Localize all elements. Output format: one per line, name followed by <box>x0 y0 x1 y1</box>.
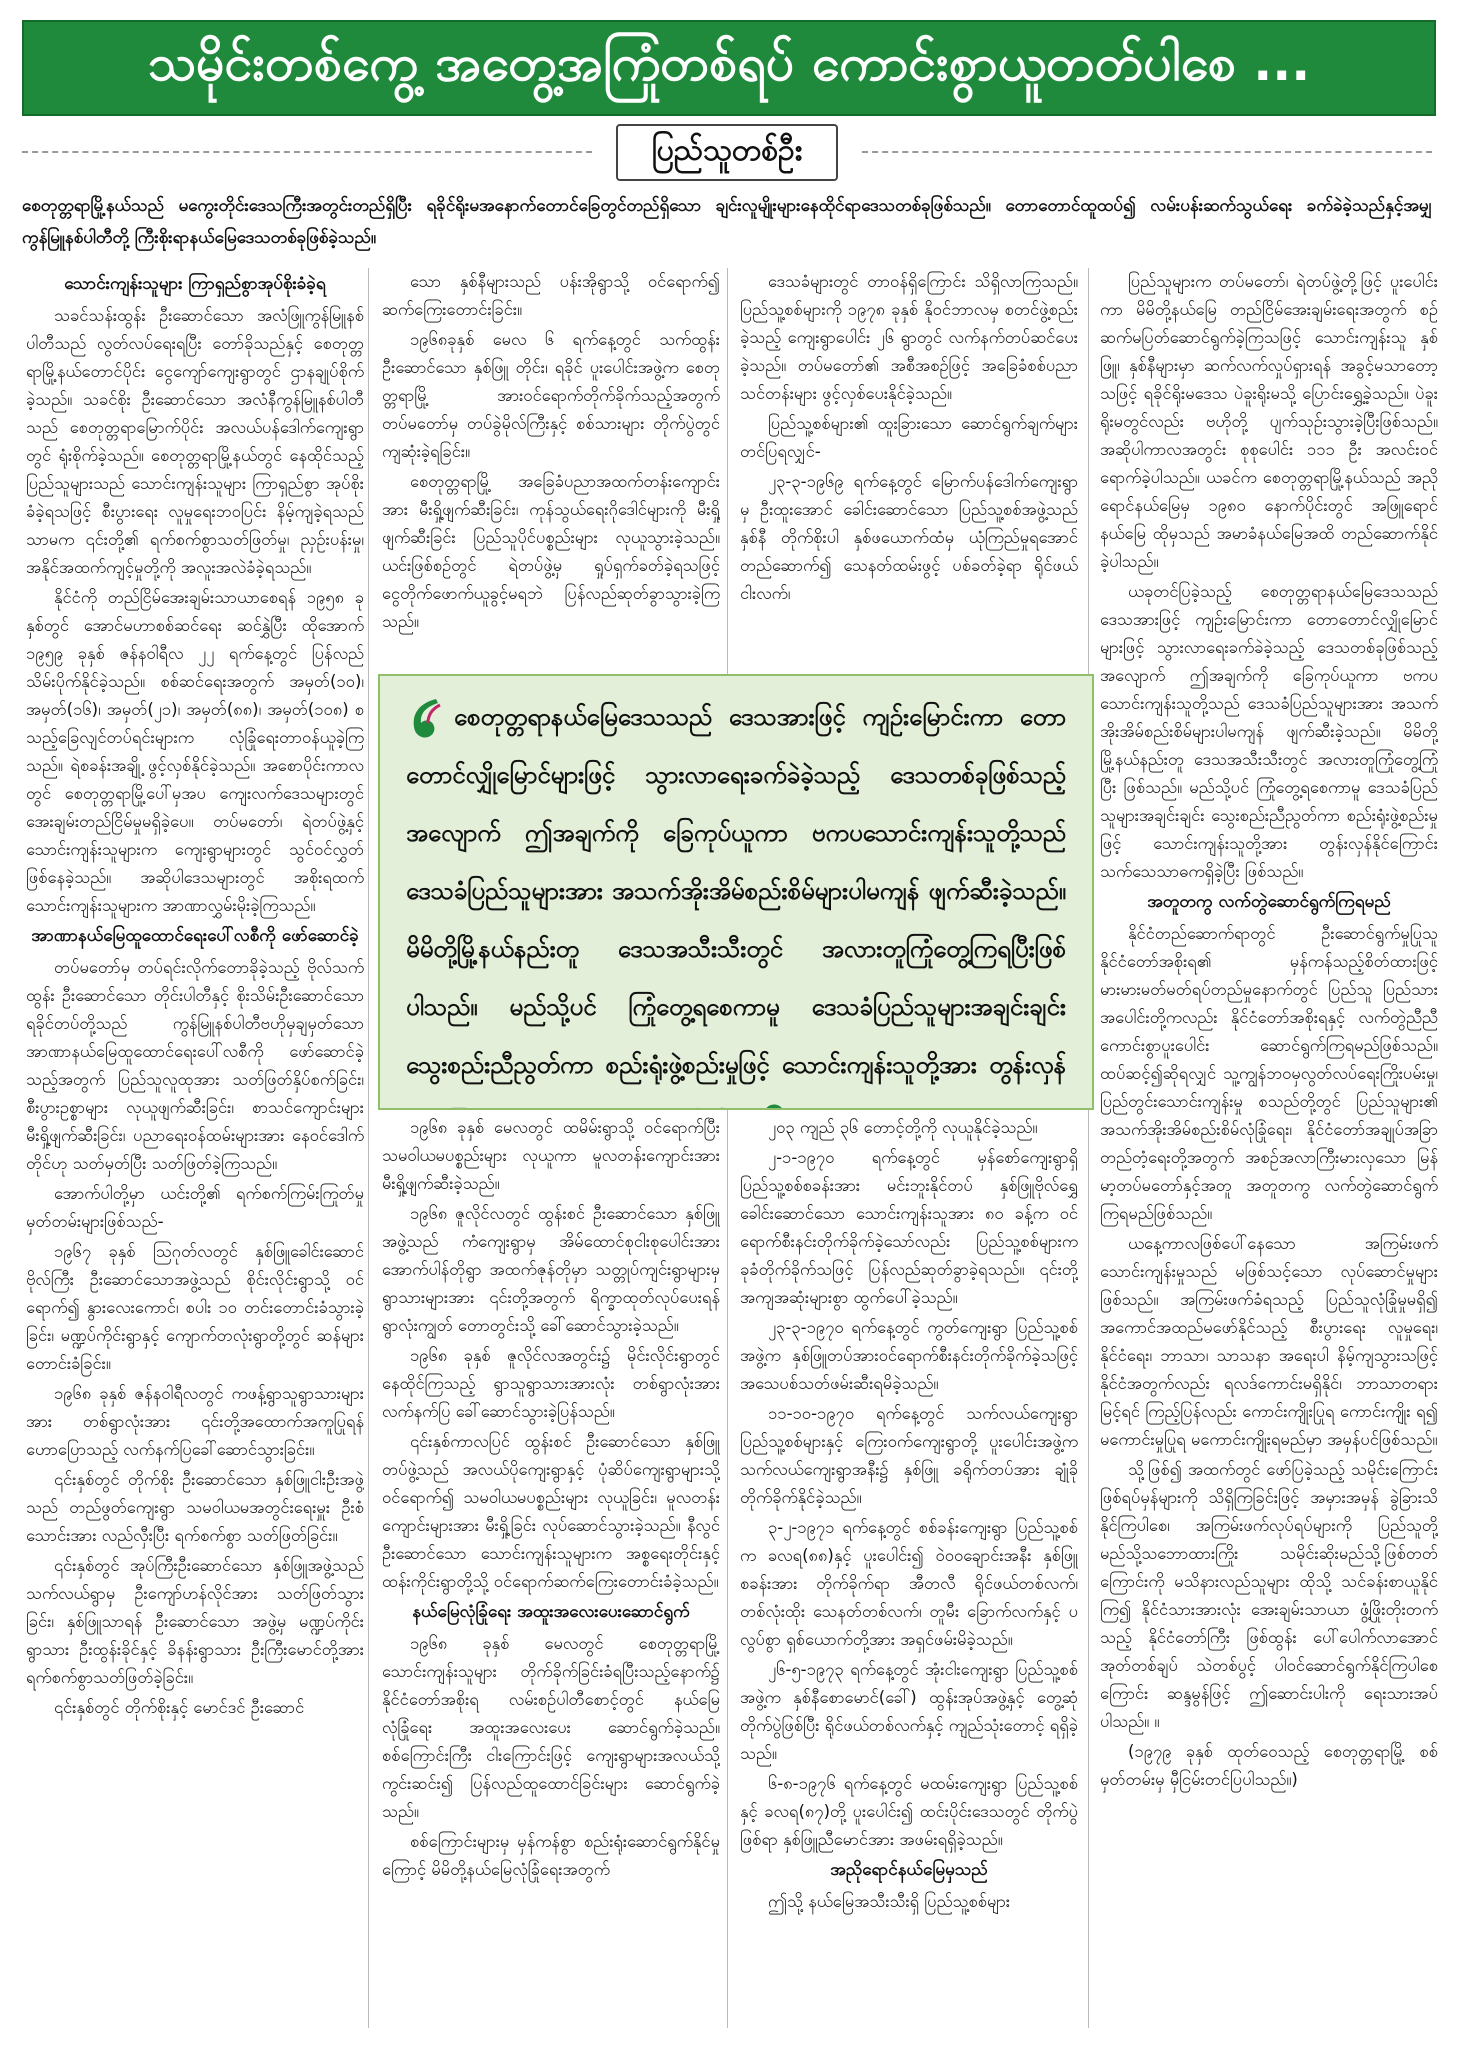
column-4 <box>1100 268 1438 2028</box>
column-divider <box>1088 268 1089 2028</box>
body-paragraph: ၁၉၆၈ ခုနှစ် မေလတွင် ထမိမ်းရွာသို့ ဝင်ရောက်ပြီး သမဝါယမပစ္စည်းများ လုယူကာ မူလတန်းကျောင်းအား မီးရှို့ဖျက်ဆီးခဲ့သည်။ <box>382 1118 720 1193</box>
body-paragraph: ဒေသခံများတွင် တာဝန်ရှိကြောင်း သိရှိလာကြသည်။ ပြည်သူ့စစ်များကို ၁၉၇၈ ခုနှစ် နိုဝင်ဘာလမှ စတင်ဖွဲ့စည်းခဲ့သည့် ကျေးရွာပေါင်း ၂၆ ရွာတွင် လက်နက်တပ်ဆင်ပေးခဲ့သည်။ တပ်မတော်၏ အစီအစဉ်ဖြင့် အခြေခံစစ်ပညာသင်တန်းများ ဖွင့်လှစ်ပေးနိုင်ခဲ့သည်။ <box>740 272 1078 403</box>
article-title: သမိုင်းတစ်ကွေ့ အတွေ့အကြုံတစ်ရပ် ကောင်းစွာယူတတ်ပါစေ ... <box>147 33 1311 92</box>
body-paragraph: ၁၉၆၇ ခုနှစ် ဩဂုတ်လတွင် နှစ်ဖြူခေါင်းဆောင်ဗိုလ်ကြီး ဦးဆောင်သောအဖွဲ့သည် စိုင်းလိုင်းရွာသို့ ဝင်ရောက်၍ နွားလေးကောင်၊ စပါး ၁၀ တင်းတောင်းခံသွားခဲ့ခြင်း၊ မဏ္ဍပ်ကိုင်းရွာနှင့် ကျောက်တလုံးရွာတို့တွင် ဆန်များတောင်းခံခြင်း။ <box>26 1242 364 1373</box>
column-1 <box>26 268 364 2028</box>
title-banner <box>22 20 1436 116</box>
body-paragraph: ၎င်းနှစ်တွင် အုပ်ကြီးဦးဆောင်သော နှစ်ဖြူအဖွဲ့သည် သက်လယ်ရွာမှ ဦးကျော်ဟန်လိုင်အား သတ်ဖြတ်သွားခြင်း၊ နှစ်ဖြူသာရန် ဦးဆောင်သော အဖွဲ့မှ မဏ္ဍပ်ကိုင်းရွာသား ဦးထွန်းခိုင်နှင့် ခိနန်းရွာသား ဦးကြီးမောင်တို့အား ရက်စက်စွာသတ်ဖြတ်ခဲ့ခြင်း။ <box>26 1556 364 1687</box>
body-paragraph: (၁၉၇၉ ခုနှစ် ထုတ်ဝေသည့် စေတုတ္တရာမြို့ စစ်မှတ်တမ်းမှ မှီငြမ်းတင်ပြပါသည်။) <box>1100 1742 1438 1789</box>
body-paragraph: ဤသို့ နယ်မြေအသီးသီးရှိ ပြည်သူ့စစ်များ <box>768 1892 1011 1911</box>
body-paragraph: နိုင်ငံကို တည်ငြိမ်အေးချမ်းသာယာစေရန် ၁၉၅၈ ခုနှစ်တွင် အောင်မဟာစစ်ဆင်ရေး ဆင်နွှဲပြီး ထိုအောက် ၁၉၅၉ ခုနှစ် ဇန်နဝါရီလ ၂၂ ရက်နေ့တွင် ပြန်လည်သိမ်းပိုက်နိုင်ခဲ့သည်။ စစ်ဆင်ရေးအတွက် အမှတ်(၁၀)၊ အမှတ်(၁၆)၊ အမှတ်(၂၁)၊ အမှတ်(၈၈)၊ အမှတ်(၁၀၈) စသည့်ခြေလျင်တပ်ရင်းများက လုံခြုံရေးတာဝန်ယူခဲ့ကြသည်။ ရဲစခန်းအချို့ ဖွင့်လှစ်နိုင်ခဲ့သည်။ အစောပိုင်းကာလတွင် စေတုတ္တရာမြို့ပေါ်မှအပ ကျေးလက်ဒေသများတွင် အေးချမ်းတည်ငြိမ်မှုမရှိခဲ့ပေ။ တပ်မတော်၊ ရဲတပ်ဖွဲ့နှင့် သောင်းကျန်းသူများက ကျေးရွာများတွင် သွင်ဝင်လွှတ် ဖြစ်နေခဲ့သည်။ အဆိုပါဒေသများတွင် အစိုးရထက် သောင်းကျန်းသူများက အာဏာလွှမ်းမိုးခဲ့ကြသည်။ <box>26 588 364 915</box>
body-paragraph: ၁၉၆၈ ခုနှစ် ဇန်နဝါရီလတွင် ကဖန့်ရွာသူရွာသားများအား တစ်ရွာလုံးအား ၎င်းတို့အထောက်အကူပြုရန် ဟောပြောသည့် လက်နက်ပြခေါ်ဆောင်သွားခြင်း။ <box>26 1384 364 1459</box>
body-paragraph: ၃-၂-၁၉၇၁ ရက်နေ့တွင် စစ်ခန်းကျေးရွာ ပြည်သူ့စစ်က ခလရ(၈၈)နှင့် ပူးပေါင်း၍ ဝဲဝဝချောင်းအနီး နှစ်ဖြူစခန်းအား တိုက်ခိုက်ရာ အီတလီ ရိုင်ဖယ်တစ်လက်၊ တစ်လုံးထိုး သေနတ်တစ်လက်၊ တူမီး ခြောက်လက်နှင့် ပလွပ်စွာ ရှစ်ယောက်တို့အား အရှင်ဖမ်းမိခဲ့သည်။ <box>740 1518 1078 1649</box>
column-2 <box>382 268 720 2028</box>
byline-rule-left <box>22 151 592 153</box>
body-paragraph: ၁၉၆၈ ခုနှစ် မေလတွင် စေတုတ္တရာမြို့ သောင်းကျန်းသူများ တိုက်ခိုက်ခြင်းခံရပြီးသည့်နောက်၌ နိုင်ငံတော်အစိုးရ လမ်းစဉ်ပါတီစောင့်တွင် နယ်မြေလုံခြုံရေး အထူးအလေးပေး ဆောင်ရွက်ခဲ့သည်။ စစ်ကြောင်းကြီး ငါးကြောင်းဖြင့် ကျေးရွာများအလယ်သို့ ကွင်းဆင်း၍ ပြန်လည်ထူထောင်ခြင်းများ ဆောင်ရွက်ခဲ့သည်။ <box>382 1634 720 1821</box>
body-paragraph: သို့ဖြစ်၍ အထက်တွင် ဖော်ပြခဲ့သည့် သမိုင်းကြောင်းဖြစ်ရပ်မှန်များကို သိရှိကြခြင်းဖြင့် အမှားအမှန် ခွဲခြားသိနိုင်ကြပါစေ၊ အကြမ်းဖက်လုပ်ရပ်များကို ပြည်သူတို့ မည်သို့သဘောထားကြိုး သမိုင်းဆိုးမည်သို့ဖြစ်တတ်ကြောင်းကို မသိနားလည်သူများ ထိုသို့ သင်ခန်းစာယူနိုင်ကြ၍ နိုင်ငံသားအားလုံး အေးချမ်းသာယာ ဖွံ့ဖြိုးတိုးတက်သည့် နိုင်ငံတော်ကြီး ဖြစ်ထွန်း ပေါ်ပေါက်လာအောင် အုတ်တစ်ချပ် သဲတစ်ပွင့် ပါဝင်ဆောင်ရွက်နိုင်ကြပါစေကြောင်း ဆန္ဒမွန်ဖြင့် ဤဆောင်းပါးကို ရေးသားအပ်ပါသည်။ ။ <box>1100 1460 1438 1731</box>
body-paragraph: သော နှစ်နီများသည် ပန်းအိုရွာသို့ ဝင်ရောက်၍ ဆက်ကြေးတောင်းခြင်း။ <box>382 272 720 319</box>
byline: ပြည်သူတစ်ဦး <box>616 124 839 181</box>
section-heading: အညိုရောင်နယ်မြေမှသည် <box>830 1860 988 1880</box>
body-paragraph: ပြည်သူများက တပ်မတော်၊ ရဲတပ်ဖွဲ့တို့ဖြင့် ပူးပေါင်းကာ မိမိတို့နယ်မြေ တည်ငြိမ်အေးချမ်းရေးအတွက် စဉ်ဆက်မပြတ်ဆောင်ရွက်ခဲ့ကြသဖြင့် သောင်းကျန်းသူ နှစ်ဖြူ၊ နှစ်နီများမှာ ဆက်လက်လှုပ်ရှားရန် အခွင့်မသာတော့သဖြင့် ရခိုင်ရိုးမဒေသ ပဲခူးရိုးမသို့ ပြောင်းရွှေ့ခဲ့သည်။ ပဲခူးရိုးမတွင်လည်း ဗဟိုတို့ ပျက်သုဉ်းသွားခဲ့ပြီးဖြစ်သည်။ အဆိုပါကာလအတွင်း စုစုပေါင်း ၁၁၁ ဦး အလင်းဝင်ရောက်ခဲ့ပါသည်။ ယခင်က စေတုတ္တရာမြို့နယ်သည် အညိုရောင်နယ်မြေမှ ၁၉၈၀ နောက်ပိုင်းတွင် အဖြူရောင်နယ်မြေ ထိုမှသည် အမာခံနယ်မြေအထိ တည်ဆောက်နိုင်ခဲ့ပါသည်။ <box>1100 272 1438 571</box>
open-quote-icon <box>406 695 446 741</box>
body-paragraph: ၂၀၃ ကျည် ၃၆ တောင့်တို့ကို လုယူနိုင်ခဲ့သည်။ <box>768 1118 1038 1137</box>
body-paragraph: ၁၁-၁၀-၁၉၇၀ ရက်နေ့တွင် သက်လယ်ကျေးရွာ ပြည်သူ့စစ်များနှင့် ကြေးဝက်ကျေးရွာတို့ ပူးပေါင်းအဖွဲ့က သက်လယ်ကျေးရွာအနီး၌ နှစ်ဖြူ ခရိုက်တပ်အား ချုံခိုတိုက်ခိုက်နိုင်ခဲ့သည်။ <box>740 1404 1078 1507</box>
column-divider <box>727 268 728 2028</box>
section-heading: အာဏာနယ်မြေထူထောင်ရေးပေါ်လစီကို ဖော်ဆောင်ခဲ့ <box>31 926 359 946</box>
section-heading: နယ်မြေလုံခြုံရေး အထူးအလေးပေးဆောင်ရွက် <box>412 1602 690 1622</box>
body-paragraph: ၂၃-၃-၁၉၇၀ ရက်နေ့တွင် ကွတ်ကျေးရွာ ပြည်သူ့စစ်အဖွဲ့က နှစ်ဖြူတပ်အားဝင်ရောက်စီးနင်းတိုက်ခိုက်ခဲ့သဖြင့် အသေပစ်သတ်ဖမ်းဆီးရမိခဲ့သည်။ <box>740 1318 1078 1393</box>
byline-rule-right <box>862 151 1432 153</box>
section-heading: သောင်းကျန်းသူများ ကြာရှည်စွာအုပ်စိုးခံခဲ့ရ <box>64 274 326 294</box>
column-3-bottom <box>740 1114 1078 1916</box>
body-paragraph: ၂-၁-၁၉၇၀ ရက်နေ့တွင် မှန်စော်ကျေးရွာရှိ ပြည်သူ့စစ်စခန်းအား မင်းဘူးနိုင်တပ် နှစ်ဖြူဗိုလ်ရွှေခေါင်းဆောင်သော သောင်းကျန်းသူအား ၈၀ ခန့်က ဝင်ရောက်စီးနင်းတိုက်ခိုက်ခဲ့သော်လည်း ပြည်သူ့စစ်များက ခုခံတိုက်ခိုက်သဖြင့် ပြန်လည်ဆုတ်ခွာခဲ့ရသည်။ ၎င်းတို့ အကျအဆုံးများစွာ ထွက်ပေါ်ခဲ့သည်။ <box>740 1148 1078 1307</box>
column-divider <box>368 268 369 2028</box>
intro-paragraph: စေတုတ္တရာမြို့နယ်သည် မကွေးတိုင်းဒေသကြီးအတွင်းတည်ရှိပြီး ရခိုင်ရိုးမအနောက်တောင်ခြေတွင်တည်ရှိသော ချင်းလူမျိုးများနေထိုင်ရာဒေသတစ်ခုဖြစ်သည်။ တောတောင်ထူထပ်၍ လမ်းပန်းဆက်သွယ်ရေး ခက်ခဲခဲ့သည်နှင့်အမျှ ကွန်မြူနစ်ပါတီတို့ ကြီးစိုးရာနယ်မြေဒေသတစ်ခုဖြစ်ခဲ့သည်။ <box>22 196 1432 248</box>
body-paragraph: ၁၉၆၈ ဇူလိုင်လတွင် ထွန်းစင် ဦးဆောင်သော နှစ်ဖြူအဖွဲ့သည် ကံကျေးရွာမှ အိမ်ထောင်စုငါးစုပေါင်းအား အောက်ပါန်တိုရွာ အထက်ဇုန်တိုမှာ သတ္တုပ်ကျင်းရွာများမှ ရွာသားများအား ၎င်းတို့အတွက် ရိက္ခာထုတ်လုပ်ပေးရန် ရွာလုံးကျွတ် တောတွင်းသို့ ခေါ်ဆောင်သွားခဲ့သည်။ <box>382 1204 720 1335</box>
body-paragraph: ၂၆-၅-၁၉၇၃ ရက်နေ့တွင် အုံးငါးကျေးရွာ ပြည်သူ့စစ်အဖွဲ့က နှစ်နီစောမောင်(ခေါ်) ထွန်းအုပ်အဖွဲ့နှင့် တွေ့ဆုံတိုက်ပွဲဖြစ်ပြီး ရိုင်ဖယ်တစ်လက်နှင့် ကျည်သုံးတောင့် ရရှိခဲ့သည်။ <box>740 1660 1078 1763</box>
body-paragraph: ၁၉၆၈ ခုနှစ် ဇူလိုင်လအတွင်း၌ မိုင်းလိုင်းရွာတွင် နေထိုင်ကြသည့် ရွာသူရွာသားအားလုံး တစ်ရွာလုံးအား လက်နက်ပြ ခေါ်ဆောင်သွားခဲ့ပြန်သည်။ <box>382 1346 720 1421</box>
body-paragraph: ၎င်းနှစ်တွင် တိုက်စိုး ဦးဆောင်သော နှစ်ဖြူငါးဦးအဖွဲ့သည် တည်ဖွတ်ကျေးရွာ သမဝါယမအတွင်းရေးမှူး ဦးစံသောင်းအား လည်လှီးပြီး ရက်စက်စွာ သတ်ဖြတ်ခြင်း။ <box>26 1470 364 1545</box>
body-paragraph: တပ်မတော်မှ တပ်ရင်းလိုက်တောခိုခဲ့သည့် ဗိုလ်သက်ထွန်း ဦးဆောင်သော တိုင်းပါတီနှင့် စိုးသိမ်းဦးဆောင်သော ရခိုင်တပ်တို့သည် ကွန်မြူနစ်ပါတီဗဟိုမှချမှတ်သော အာဏာနယ်မြေထူထောင်ရေးပေါ်လစီကို ဖော်ဆောင်ခဲ့သည့်အတွက် ပြည်သူလူထုအား သတ်ဖြတ်နှိပ်စက်ခြင်း၊ စီးပွားဥစ္စာများ လုယူဖျက်ဆီးခြင်း၊ စာသင်ကျောင်းများ မီးရှို့ဖျက်ဆီးခြင်း၊ ပညာရေးဝန်ထမ်းများအား နေဝင်ဒေါက်တိုင်ဟု သတ်မှတ်ပြီး သတ်ဖြတ်ခဲ့ကြသည်။ <box>26 958 364 1173</box>
column-2-top <box>382 268 720 668</box>
body-paragraph: စေတုတ္တရာမြို့ အခြေခံပညာအထက်တန်းကျောင်းအား မီးရှို့ဖျက်ဆီးခြင်း၊ ကုန်သွယ်ရေးဂိုဒေါင်များကို မီးရှို့ဖျက်ဆီးခြင်း ပြည်သူပိုင်ပစ္စည်းများ လုယူသွားခဲ့သည်။ ယင်းဖြစ်စဉ်တွင် ရဲတပ်ဖွဲ့မှ ရှုပ်ရှက်ခတ်ခဲ့ရသဖြင့် ငွေတိုက်ဖောက်ယူခွင့်မရဘဲ ပြန်လည်ဆုတ်ခွာသွားခဲ့ကြသည်။ <box>382 472 720 631</box>
body-paragraph: ၎င်းနှစ်တွင် တိုက်စိုးနှင့် မောင်ဒင် ဦးဆောင် <box>54 1698 305 1717</box>
body-paragraph: ၆-၈-၁၉၇၆ ရက်နေ့တွင် မထမ်းကျေးရွာ ပြည်သူ့စစ်နှင့် ခလရ(၈၇)တို့ ပူးပေါင်း၍ ထင်းပိုင်းဒေသတွင် တိုက်ပွဲဖြစ်ရာ နှစ်ဖြူညီမောင်အား အဖမ်းရရှိခဲ့သည်။ <box>740 1774 1078 1849</box>
body-paragraph: ပြည်သူ့စစ်များ၏ ထူးခြားသော ဆောင်ရွက်ချက်များတင်ပြရလျှင်- <box>740 414 1078 461</box>
body-paragraph: ယခုတင်ပြခဲ့သည့် စေတုတ္တရာနယ်မြေဒေသသည် ဒေသအားဖြင့် ကျဉ်းမြောင်းကာ တောတောင်လျှိုမြောင်များဖြင့် သွားလာရေးခက်ခဲခဲ့သည့် ဒေသတစ်ခုဖြစ်သည့်အလျောက် ဤအချက်ကို ခြေကုပ်ယူကာ ဗကပသောင်းကျန်းသူတို့သည် ဒေသခံပြည်သူများအား အသက်အိုးအိမ်စည်းစိမ်များပါမကျန် ဖျက်ဆီးခဲ့သည်။ မိမိတို့မြို့နယ်နည်းတူ ဒေသအသီးသီးတွင် အလားတူကြုံတွေ့ကြုံပြီး ဖြစ်သည်။ မည်သို့ပင် ကြုံတွေ့ရစေကာမူ ဒေသခံပြည်သူများအချင်းချင်း သွေးစည်းညီညွတ်ကာ စည်းရုံးဖွဲ့စည်းမှုဖြင့် သောင်းကျန်းသူတို့အား တွန်းလှန်နိုင်ကြောင်း သက်သေသာဓကရှိခဲ့ပြီး ဖြစ်သည်။ <box>1100 582 1438 881</box>
column-3-top <box>740 268 1078 668</box>
byline-row <box>22 124 1432 180</box>
pullquote-box <box>378 674 1094 1110</box>
pullquote-text: စေတုတ္တရာနယ်မြေဒေသသည် ဒေသအားဖြင့် ကျဉ်းမြောင်းကာ တောတောင်လျှိုမြောင်များဖြင့် သွားလာရေးခက်ခဲခဲ့သည့် ဒေသတစ်ခုဖြစ်သည့်အလျောက် ဤအချက်ကို ခြေကုပ်ယူကာ ဗကပသောင်းကျန်းသူတို့သည် ဒေသခံပြည်သူများအား အသက်အိုးအိမ်စည်းစိမ်များပါမကျန် ဖျက်ဆီးခဲ့သည်။ မိမိတို့မြို့နယ်နည်းတူ ဒေသအသီးသီးတွင် အလားတူကြုံတွေ့ကြရပြီးဖြစ်ပါသည်။ မည်သို့ပင် ကြုံတွေ့ရစေကာမူ ဒေသခံပြည်သူများအချင်းချင်း သွေးစည်းညီညွတ်ကာ စည်းရုံးဖွဲ့စည်းမှုဖြင့် သောင်းကျန်းသူတို့အား တွန်းလှန် <box>406 703 1066 1079</box>
section-heading: အတူတကွ လက်တွဲဆောင်ရွက်ကြရမည် <box>1147 892 1391 912</box>
body-paragraph: နိုင်ငံတည်ဆောက်ရာတွင် ဦးဆောင်ရွက်မှုပြုသူ နိုင်ငံတော်အစိုးရ၏ မှန်ကန်သည့်စိတ်ထားဖြင့် မားမားမတ်မတ်ရပ်တည်မှုနောက်တွင် ပြည်သူ ပြည်သားအပေါင်းတို့ကလည်း နိုင်ငံတော်အစိုးရနှင့် လက်တွဲညီညီ ကောင်းစွာပူးပေါင်း ဆောင်ရွက်ကြရမည်ဖြစ်သည်။ ထပ်ဆင့်၍ဆိုရလျှင် သူ့ကျွန်ဘဝမှလွတ်လပ်ရေးကြိုးပမ်းမှု၊ ပြည်တွင်းသောင်းကျန်းမှု စသည်တို့တွင် ပြည်သူများ၏ အသက်အိုးအိမ်စည်းစိမ်လုံခြုံရေး၊ နိုင်ငံတော်အချုပ်အခြာ တည်တံ့ရေးတို့အတွက် အစဉ်အလာကြီးမားလှသော မြန်မာ့တပ်မတော်နှင့်အတူ အတူတကွ လက်တွဲဆောင်ရွက်ကြရမည်ဖြစ်သည်။ <box>1100 924 1438 1223</box>
body-paragraph: ၁၉၆၈ခုနှစ် မေလ ၆ ရက်နေ့တွင် သက်ထွန်း ဦးဆောင်သော နှစ်ဖြူ တိုင်း၊ ရခိုင် ပူးပေါင်းအဖွဲ့က စေတုတ္တရာမြို့ အားဝင်ရောက်တိုက်ခိုက်သည့်အတွက် တပ်မတော်မှ တပ်ခွဲမိုလ်ကြီးနှင့် စစ်သားများ တိုက်ပွဲတွင် ကျဆုံးခဲ့ရခြင်း။ <box>382 330 720 461</box>
body-paragraph: ၂၃-၃-၁၉၆၉ ရက်နေ့တွင် မြောက်ပန်ဒေါက်ကျေးရွာမှ ဦးထူးအောင် ခေါင်းဆောင်သော ပြည်သူ့စစ်အဖွဲ့သည် နှစ်နီ တိုက်စိုးပါ နှစ်ဖယောက်ထံမှ ယုံကြည်မှုရအောင် တည်ဆောက်၍ သေနတ်ထမ်းဖွင့် ပစ်ခတ်ခဲ့ရာ ရိုင်ဖယ် ငါးလက်၊ <box>740 472 1078 603</box>
body-paragraph: ယနေ့ကာလဖြစ်ပေါ်နေသော အကြမ်းဖက်သောင်းကျန်းမှုသည် မဖြစ်သင့်သော လုပ်ဆောင်မှုများဖြစ်သည်။ အကြမ်းဖက်ခံရသည့် ပြည်သူလုံခြုံမှုမရှိ၍ အကောင်အထည်မဖော်နိုင်သည့် စီးပွားရေး လူမှုရေး၊ နိုင်ငံရေး၊ ဘာသာ၊ သာသနာ အရေးပါ နိမ့်ကျသွားသဖြင့် နိုင်ငံအတွက်လည်း ရလဒ်ကောင်းမရှိနိုင်၊ ဘာသာတရားမြင့်ရင် ကြည့်ပြန်လည်း ကောင်းကျိုးပြုရ ကောင်းကျိုး ရ၍ မကောင်းမှုပြုရ မကောင်းကျိုးရမည်မှာ အမှန်ပင်ဖြစ်သည်။ <box>1100 1234 1438 1449</box>
close-quote-icon <box>753 1101 793 1110</box>
body-paragraph: စစ်ကြောင်းများမှ မှန်ကန်စွာ စည်းရုံးဆောင်ရွက်နိုင်မှုကြောင့် မိမိတို့နယ်မြေလုံခြုံရေးအတွက် <box>382 1832 720 1879</box>
column-3 <box>740 268 1078 2028</box>
body-paragraph: သခင်သန်းထွန်း ဦးဆောင်သော အလံဖြူကွန်မြူနစ်ပါတီသည် လွတ်လပ်ရေးရပြီး တော်ခိုသည်နှင့် စေတုတ္တရာမြို့နယ်တောင်ပိုင်း ငွေကျော်ကျေးရွာတွင် ဌာနချုပ်စိုက်ခဲ့သည်။ သခင်စိုး ဦးဆောင်သော အလံနီကွန်မြူနစ်ပါတီသည် စေတုတ္တရာမြောက်ပိုင်း အလယ်ပန်ဒေါက်ကျေးရွာတွင် ရုံးစိုက်ခဲ့သည်။ စေတုတ္တရာမြို့နယ်တွင် နေထိုင်သည့် ပြည်သူများသည် သောင်းကျန်းသူများ ကြာရှည်စွာ အုပ်စိုးခံခဲ့ရသဖြင့် စီးပွားရေး လူမှုရေးဘဝပြင်း နိမ့်ကျခဲ့ရသည်သာမက ၎င်းတို့၏ ရက်စက်စွာသတ်ဖြတ်မှု၊ ညှဉ်းပန်းမှု၊ အနိုင်အထက်ကျင့်မှုတို့ကို အလူးအလဲခံခဲ့ရသည်။ <box>26 306 364 577</box>
body-paragraph: အောက်ပါတို့မှာ ယင်းတို့၏ ရက်စက်ကြမ်းကြုတ်မှုမှတ်တမ်းများဖြစ်သည်- <box>26 1184 364 1231</box>
body-paragraph: ၎င်းနှစ်ကာလပြင် ထွန်းစင် ဦးဆောင်သော နှစ်ဖြူတပ်ဖွဲ့သည် အလယ်ပိုကျေးရွာနှင့် ပုံဆိပ်ကျေးရွာများသို့ ဝင်ရောက်၍ သမဝါယမပစ္စည်းများ လုယူခြင်း၊ မူလတန်းကျောင်းများအား မီးရှို့ခြင်း လုပ်ဆောင်သွားခဲ့သည်။ နီလွင် ဦးဆောင်သော သောင်းကျန်းသူများက အစ္စရေးတိုင်းနှင့် ထန်းကိုင်းရွာတို့သို့ ဝင်ရောက်ဆက်ကြေးတောင်းခံခဲ့သည်။ <box>382 1432 720 1591</box>
column-2-bottom <box>382 1114 720 1884</box>
